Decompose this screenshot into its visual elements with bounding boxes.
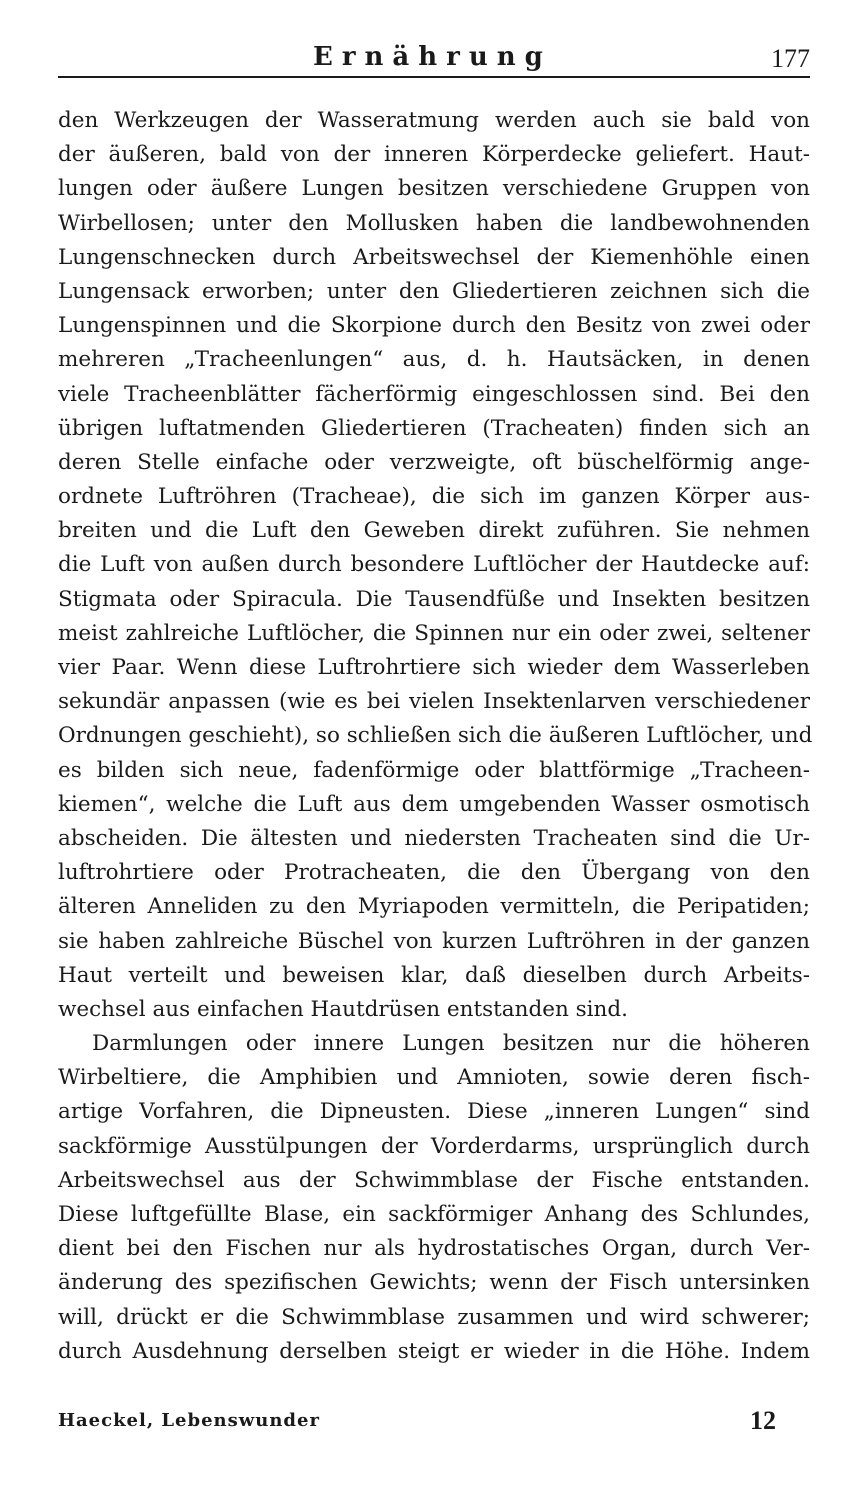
text-line: deren Stelle einfache oder verzweigte, oft büschelförmig ange-	[58, 449, 810, 475]
page-footer	[58, 1404, 810, 1444]
text-line: artige Vorfahren, die Dipneusten. Diese „inneren Lungen“ sind	[58, 1099, 810, 1125]
text-line: die Luft von außen durch besondere Luftlöcher der Hautdecke auf:	[58, 552, 810, 578]
running-title: Ernährung	[313, 42, 552, 72]
text-line: älteren Anneliden zu den Myriapoden vermitteln, die Peripatiden;	[58, 894, 810, 920]
text-line: dient bei den Fischen nur als hydrostatisches Organ, durch Ver-	[58, 1236, 810, 1262]
header-rule	[58, 76, 810, 78]
page-number: 177	[771, 44, 810, 73]
page-header	[58, 40, 810, 76]
text-line: Stigmata oder Spiracula. Die Tausendfüße und Insekten besitzen	[58, 586, 810, 612]
text-line: breiten und die Luft den Geweben direkt zuführen. Sie nehmen	[58, 518, 810, 544]
text-line: will, drückt er die Schwimmblase zusammen und wird schwerer;	[58, 1304, 810, 1330]
text-line: Lungenspinnen und die Skorpione durch den Besitz von zwei oder	[58, 313, 810, 339]
text-line: Arbeitswechsel aus der Schwimmblase der Fische entstanden.	[58, 1167, 810, 1193]
text-line: Wirbeltiere, die Amphibien und Amnioten, sowie deren fisch-	[58, 1065, 810, 1091]
text-line: viele Tracheenblätter fächerförmig eingeschlossen sind. Bei den	[58, 381, 810, 407]
signature-line: Haeckel, Lebenswunder	[58, 1410, 320, 1431]
body-text	[58, 104, 813, 1369]
paragraph-2	[58, 1027, 810, 1369]
text-line: luftrohrtiere oder Protracheaten, die den Übergang von den	[58, 860, 810, 886]
text-line: mehreren „Tracheenlungen“ aus, d. h. Hautsäcken, in denen	[58, 347, 810, 373]
text-line: übrigen luftatmenden Gliedertieren (Tracheaten) finden sich an	[58, 415, 810, 441]
paragraph-1	[58, 104, 813, 1027]
text-line: kiemen“, welche die Luft aus dem umgebenden Wasser osmotisch	[58, 791, 810, 817]
text-line: durch Ausdehnung derselben steigt er wieder in die Höhe. Indem	[58, 1338, 810, 1364]
text-line: Darmlungen oder innere Lungen besitzen nur die höheren	[92, 1031, 810, 1057]
text-line: sie haben zahlreiche Büschel von kurzen Luftröhren in der ganzen	[58, 928, 810, 954]
text-line: Wirbellosen; unter den Mollusken haben die landbewohnenden	[58, 210, 810, 236]
text-line: sackförmige Ausstülpungen der Vorderdarms, ursprünglich durch	[58, 1133, 810, 1159]
text-line: vier Paar. Wenn diese Luftrohrtiere sich wieder dem Wasserleben	[58, 655, 810, 680]
text-line: wechsel aus einfachen Hautdrüsen entstanden sind.	[58, 996, 628, 1022]
text-line: meist zahlreiche Luftlöcher, die Spinnen nur ein oder zwei, seltener	[58, 620, 810, 646]
text-line: den Werkzeugen der Wasseratmung werden auch sie bald von	[58, 108, 810, 133]
text-line: Haut verteilt und beweisen klar, daß dieselben durch Arbeits-	[58, 962, 810, 988]
text-line: lungen oder äußere Lungen besitzen verschiedene Gruppen von	[58, 176, 810, 202]
signature-mark: 12	[750, 1406, 776, 1435]
text-line: änderung des spezifischen Gewichts; wenn der Fisch untersinken	[58, 1270, 810, 1296]
text-line: abscheiden. Die ältesten und niedersten Tracheaten sind die Ur-	[58, 825, 810, 851]
text-line: sekundär anpassen (wie es bei vielen Insektenlarven verschiedener	[58, 689, 810, 715]
text-line: Ordnungen geschieht), so schließen sich die äußeren Luftlöcher, und	[58, 723, 813, 749]
text-line: ordnete Luftröhren (Tracheae), die sich im ganzen Körper aus-	[58, 484, 810, 510]
text-line: es bilden sich neue, fadenförmige oder blattförmige „Tracheen-	[58, 757, 810, 783]
text-line: Diese luftgefüllte Blase, ein sackförmiger Anhang des Schlundes,	[58, 1202, 810, 1227]
text-line: Lungenschnecken durch Arbeitswechsel der Kiemenhöhle einen	[58, 244, 810, 270]
text-line: der äußeren, bald von der inneren Körperdecke geliefert. Haut-	[58, 142, 810, 168]
book-page	[58, 0, 813, 1496]
text-line: Lungensack erworben; unter den Gliedertieren zeichnen sich die	[58, 278, 810, 304]
